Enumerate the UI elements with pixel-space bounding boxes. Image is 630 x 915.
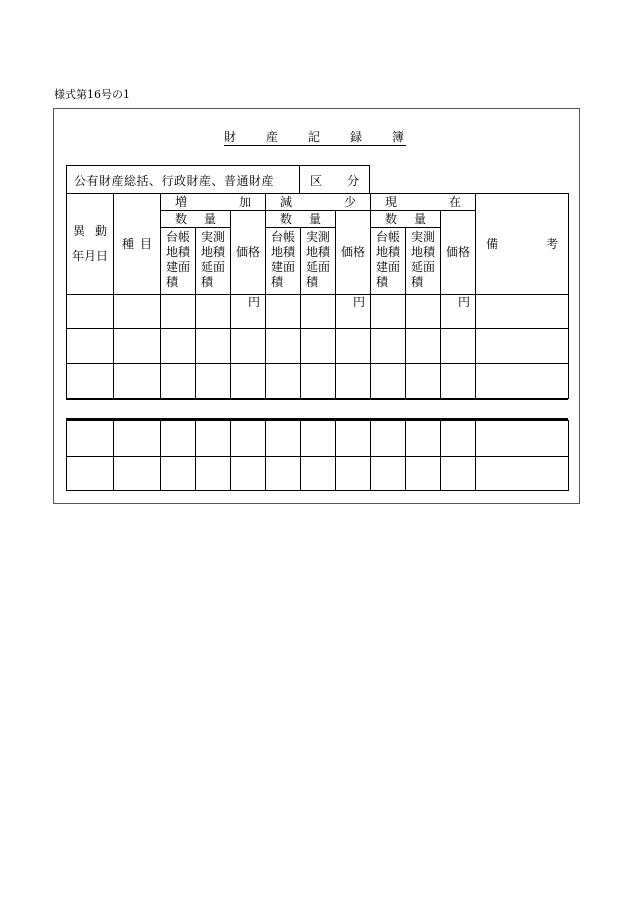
form-number: 様式第16号の1 xyxy=(54,88,130,101)
table-row xyxy=(67,421,569,457)
table-row xyxy=(67,364,569,399)
decrease-header xyxy=(266,194,371,211)
qty-char-2: 量 xyxy=(414,211,427,226)
division-cell xyxy=(299,165,370,194)
current-qty-header xyxy=(371,211,441,228)
record-table xyxy=(66,193,569,399)
table-row xyxy=(67,329,569,364)
current-header xyxy=(371,194,476,211)
decrease-char-2: 少 xyxy=(344,194,357,209)
yen-label: 円 xyxy=(231,295,266,329)
division-label-right: 分 xyxy=(346,174,359,188)
current-price-header: 価格 xyxy=(441,211,476,295)
qty-char-1: 数 xyxy=(175,211,188,226)
remarks-char-1: 備 xyxy=(486,236,499,251)
increase-qty-header xyxy=(161,211,231,228)
increase-ledger-area: 台帳 地積 建面 積 xyxy=(161,228,196,295)
type-header xyxy=(114,194,161,295)
qty-char-1: 数 xyxy=(280,211,293,226)
type-char-1: 種 xyxy=(122,236,135,251)
category-cell xyxy=(66,165,300,194)
remarks-header xyxy=(476,194,569,295)
decrease-price-header: 価格 xyxy=(336,211,371,295)
remarks-char-2: 考 xyxy=(546,236,559,251)
change-date-char-1: 異 xyxy=(73,224,86,238)
increase-char-2: 加 xyxy=(239,194,252,209)
table-row xyxy=(67,457,569,491)
current-measured-area: 実測 地積 延面 積 xyxy=(406,228,441,295)
increase-measured-area: 実測 地積 延面 積 xyxy=(196,228,231,295)
decrease-char-1: 減 xyxy=(280,194,293,209)
change-date-sub: 年月日 xyxy=(71,249,108,263)
current-char-1: 現 xyxy=(385,194,398,209)
form-title-text: 財 産 記 録 簿 xyxy=(223,130,406,144)
record-table-continued xyxy=(66,420,569,491)
change-date-char-2: 動 xyxy=(94,224,107,238)
break-line-top xyxy=(66,398,568,400)
increase-price-header: 価格 xyxy=(231,211,266,295)
type-char-2: 目 xyxy=(139,236,152,251)
qty-char-2: 量 xyxy=(309,211,322,226)
category-text: 公有財産総括、行政財産、普通財産 xyxy=(74,174,275,188)
division-label-left: 区 xyxy=(310,174,323,188)
qty-char-1: 数 xyxy=(385,211,398,226)
increase-header xyxy=(161,194,266,211)
decrease-measured-area: 実測 地積 延面 積 xyxy=(301,228,336,295)
yen-label: 円 xyxy=(441,295,476,329)
change-date-header xyxy=(67,194,114,295)
current-ledger-area: 台帳 地積 建面 積 xyxy=(371,228,406,295)
current-char-2: 在 xyxy=(449,194,462,209)
yen-label: 円 xyxy=(336,295,371,329)
form-title xyxy=(0,128,630,145)
decrease-qty-header xyxy=(266,211,336,228)
decrease-ledger-area: 台帳 地積 建面 積 xyxy=(266,228,301,295)
qty-char-2: 量 xyxy=(203,211,216,226)
table-row xyxy=(67,295,569,329)
increase-char-1: 増 xyxy=(175,194,188,209)
